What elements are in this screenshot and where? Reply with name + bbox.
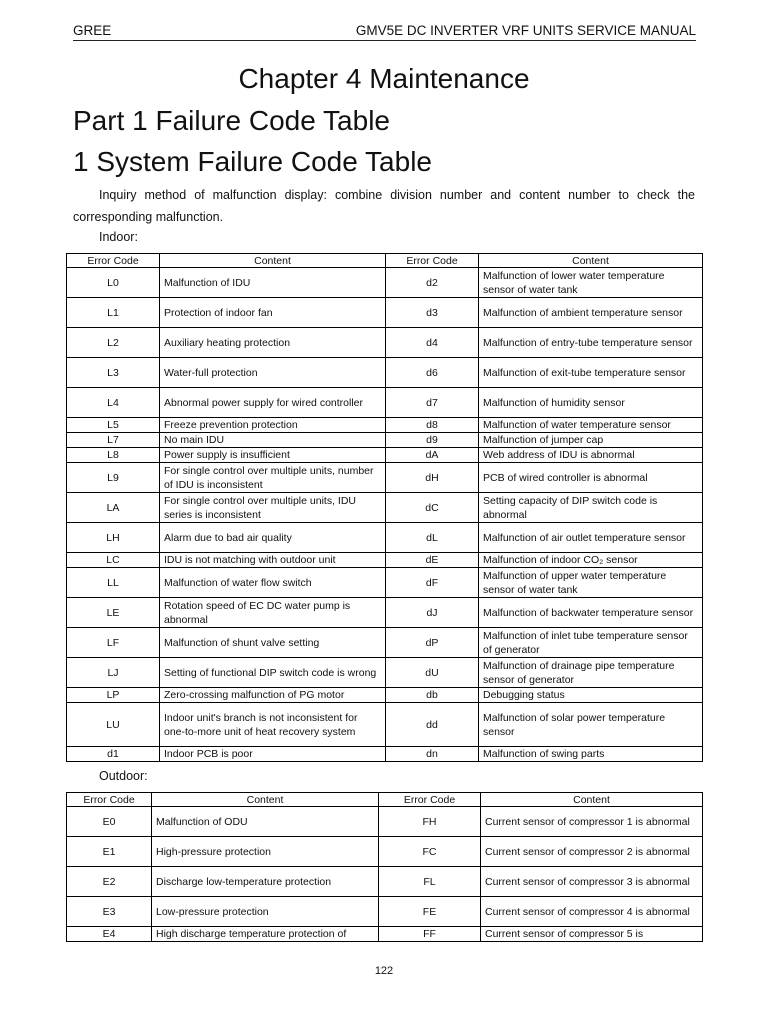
table-row	[67, 553, 703, 568]
content-cell: Auxiliary heating protection	[160, 328, 386, 358]
error-code-cell: L5	[67, 418, 160, 433]
content-cell: Zero-crossing malfunction of PG motor	[160, 688, 386, 703]
error-code-cell: d1	[67, 747, 160, 762]
error-code-cell: dJ	[386, 598, 479, 628]
content-cell: For single control over multiple units, number of IDU is inconsistent	[160, 463, 386, 493]
error-code-cell: E4	[67, 927, 152, 942]
intro-paragraph: Inquiry method of malfunction display: combine division number and content number to check the corresponding malfunction.	[73, 188, 695, 224]
content-cell: Power supply is insufficient	[160, 448, 386, 463]
table-row	[67, 598, 703, 628]
table-row	[67, 807, 703, 837]
error-code-cell: LH	[67, 523, 160, 553]
error-code-cell: L8	[67, 448, 160, 463]
error-code-cell: d3	[386, 298, 479, 328]
table-header-row	[67, 793, 703, 807]
error-code-cell: L0	[67, 268, 160, 298]
error-code-cell: d4	[386, 328, 479, 358]
error-code-cell: d8	[386, 418, 479, 433]
table-row	[67, 358, 703, 388]
error-code-cell: dL	[386, 523, 479, 553]
content-cell: Malfunction of upper water temperature sensor of water tank	[479, 568, 703, 598]
table-row	[67, 927, 703, 942]
outdoor-label: Outdoor:	[99, 769, 148, 783]
content-cell: Malfunction of ambient temperature sensor	[479, 298, 703, 328]
content-cell: Malfunction of entry-tube temperature sensor	[479, 328, 703, 358]
error-code-cell: LJ	[67, 658, 160, 688]
content-cell: Current sensor of compressor 1 is abnormal	[481, 807, 703, 837]
content-cell: Discharge low-temperature protection	[152, 867, 379, 897]
part-title: Part 1 Failure Code Table	[73, 105, 390, 136]
error-code-cell: LP	[67, 688, 160, 703]
error-code-cell: db	[386, 688, 479, 703]
table-row	[67, 463, 703, 493]
error-code-cell: FC	[379, 837, 481, 867]
content-cell: Water-full protection	[160, 358, 386, 388]
table-row	[67, 418, 703, 433]
error-code-cell: LF	[67, 628, 160, 658]
content-cell: IDU is not matching with outdoor unit	[160, 553, 386, 568]
error-code-cell: FE	[379, 897, 481, 927]
error-code-cell: E2	[67, 867, 152, 897]
header-content: Content	[160, 254, 386, 268]
error-code-cell: LL	[67, 568, 160, 598]
page-number: 122	[374, 965, 394, 977]
outdoor-failure-table	[66, 792, 703, 942]
error-code-cell: d7	[386, 388, 479, 418]
content-cell: Current sensor of compressor 5 is	[481, 927, 703, 942]
table-row	[67, 493, 703, 523]
content-cell: Malfunction of backwater temperature sensor	[479, 598, 703, 628]
table-row	[67, 747, 703, 762]
header-manual-title: GMV5E DC INVERTER VRF UNITS SERVICE MANUAL	[355, 23, 696, 38]
table-row	[67, 448, 703, 463]
header-content: Content	[479, 254, 703, 268]
content-cell: Malfunction of ODU	[152, 807, 379, 837]
table-row	[67, 268, 703, 298]
chapter-title: Chapter 4 Maintenance	[238, 63, 530, 94]
indoor-failure-table	[66, 253, 703, 762]
content-cell: Malfunction of exit-tube temperature sensor	[479, 358, 703, 388]
content-cell: Malfunction of humidity sensor	[479, 388, 703, 418]
page-header	[73, 22, 696, 41]
content-cell: Current sensor of compressor 3 is abnormal	[481, 867, 703, 897]
header-content: Content	[152, 793, 379, 807]
error-code-cell: L9	[67, 463, 160, 493]
content-cell: Setting of functional DIP switch code is wrong	[160, 658, 386, 688]
table-row	[67, 688, 703, 703]
content-cell: Malfunction of solar power temperature sensor	[479, 703, 703, 747]
content-cell: No main IDU	[160, 433, 386, 448]
table-row	[67, 658, 703, 688]
header-brand: GREE	[73, 23, 112, 38]
error-code-cell: L1	[67, 298, 160, 328]
error-code-cell: FF	[379, 927, 481, 942]
error-code-cell: L2	[67, 328, 160, 358]
error-code-cell: d6	[386, 358, 479, 388]
content-cell: Malfunction of IDU	[160, 268, 386, 298]
content-cell: Protection of indoor fan	[160, 298, 386, 328]
error-code-cell: d2	[386, 268, 479, 298]
table-header-row	[67, 254, 703, 268]
error-code-cell: LE	[67, 598, 160, 628]
content-cell: Debugging status	[479, 688, 703, 703]
content-cell: PCB of wired controller is abnormal	[479, 463, 703, 493]
error-code-cell: dH	[386, 463, 479, 493]
content-cell: Malfunction of jumper cap	[479, 433, 703, 448]
error-code-cell: L7	[67, 433, 160, 448]
header-error-code: Error Code	[67, 793, 152, 807]
content-cell: High discharge temperature protection of	[152, 927, 379, 942]
section-title: 1 System Failure Code Table	[73, 146, 432, 177]
error-code-cell: dC	[386, 493, 479, 523]
error-code-cell: LA	[67, 493, 160, 523]
content-cell: Current sensor of compressor 2 is abnormal	[481, 837, 703, 867]
content-cell: Malfunction of swing parts	[479, 747, 703, 762]
error-code-cell: FH	[379, 807, 481, 837]
header-error-code: Error Code	[379, 793, 481, 807]
table-row	[67, 523, 703, 553]
content-cell: Freeze prevention protection	[160, 418, 386, 433]
content-cell: High-pressure protection	[152, 837, 379, 867]
content-cell: Malfunction of shunt valve setting	[160, 628, 386, 658]
error-code-cell: d9	[386, 433, 479, 448]
error-code-cell: dP	[386, 628, 479, 658]
content-cell: Malfunction of water flow switch	[160, 568, 386, 598]
error-code-cell: L3	[67, 358, 160, 388]
error-code-cell: dn	[386, 747, 479, 762]
error-code-cell: E3	[67, 897, 152, 927]
indoor-label: Indoor:	[99, 230, 138, 244]
header-error-code: Error Code	[386, 254, 479, 268]
error-code-cell: L4	[67, 388, 160, 418]
content-cell: Malfunction of lower water temperature sensor of water tank	[479, 268, 703, 298]
content-cell: Web address of IDU is abnormal	[479, 448, 703, 463]
error-code-cell: E0	[67, 807, 152, 837]
content-cell: Indoor PCB is poor	[160, 747, 386, 762]
table-row	[67, 433, 703, 448]
table-row	[67, 628, 703, 658]
content-cell: Malfunction of drainage pipe temperature sensor of generator	[479, 658, 703, 688]
header-error-code: Error Code	[67, 254, 160, 268]
table-row	[67, 837, 703, 867]
content-cell: Setting capacity of DIP switch code is abnormal	[479, 493, 703, 523]
header-content: Content	[481, 793, 703, 807]
content-cell: For single control over multiple units, IDU series is inconsistent	[160, 493, 386, 523]
error-code-cell: E1	[67, 837, 152, 867]
error-code-cell: FL	[379, 867, 481, 897]
error-code-cell: dE	[386, 553, 479, 568]
error-code-cell: dF	[386, 568, 479, 598]
content-cell: Malfunction of air outlet temperature sensor	[479, 523, 703, 553]
table-row	[67, 568, 703, 598]
error-code-cell: dd	[386, 703, 479, 747]
content-cell: Low-pressure protection	[152, 897, 379, 927]
content-cell: Current sensor of compressor 4 is abnormal	[481, 897, 703, 927]
error-code-cell: dU	[386, 658, 479, 688]
table-row	[67, 867, 703, 897]
table-row	[67, 298, 703, 328]
error-code-cell: LC	[67, 553, 160, 568]
table-row	[67, 388, 703, 418]
content-cell: Rotation speed of EC DC water pump is abnormal	[160, 598, 386, 628]
error-code-cell: dA	[386, 448, 479, 463]
content-cell: Abnormal power supply for wired controller	[160, 388, 386, 418]
table-row	[67, 703, 703, 747]
error-code-cell: LU	[67, 703, 160, 747]
content-cell: Malfunction of indoor CO₂ sensor	[479, 553, 703, 568]
content-cell: Malfunction of water temperature sensor	[479, 418, 703, 433]
table-row	[67, 897, 703, 927]
table-row	[67, 328, 703, 358]
content-cell: Indoor unit's branch is not inconsistent for one-to-more unit of heat recovery system	[160, 703, 386, 747]
content-cell: Alarm due to bad air quality	[160, 523, 386, 553]
content-cell: Malfunction of inlet tube temperature sensor of generator	[479, 628, 703, 658]
